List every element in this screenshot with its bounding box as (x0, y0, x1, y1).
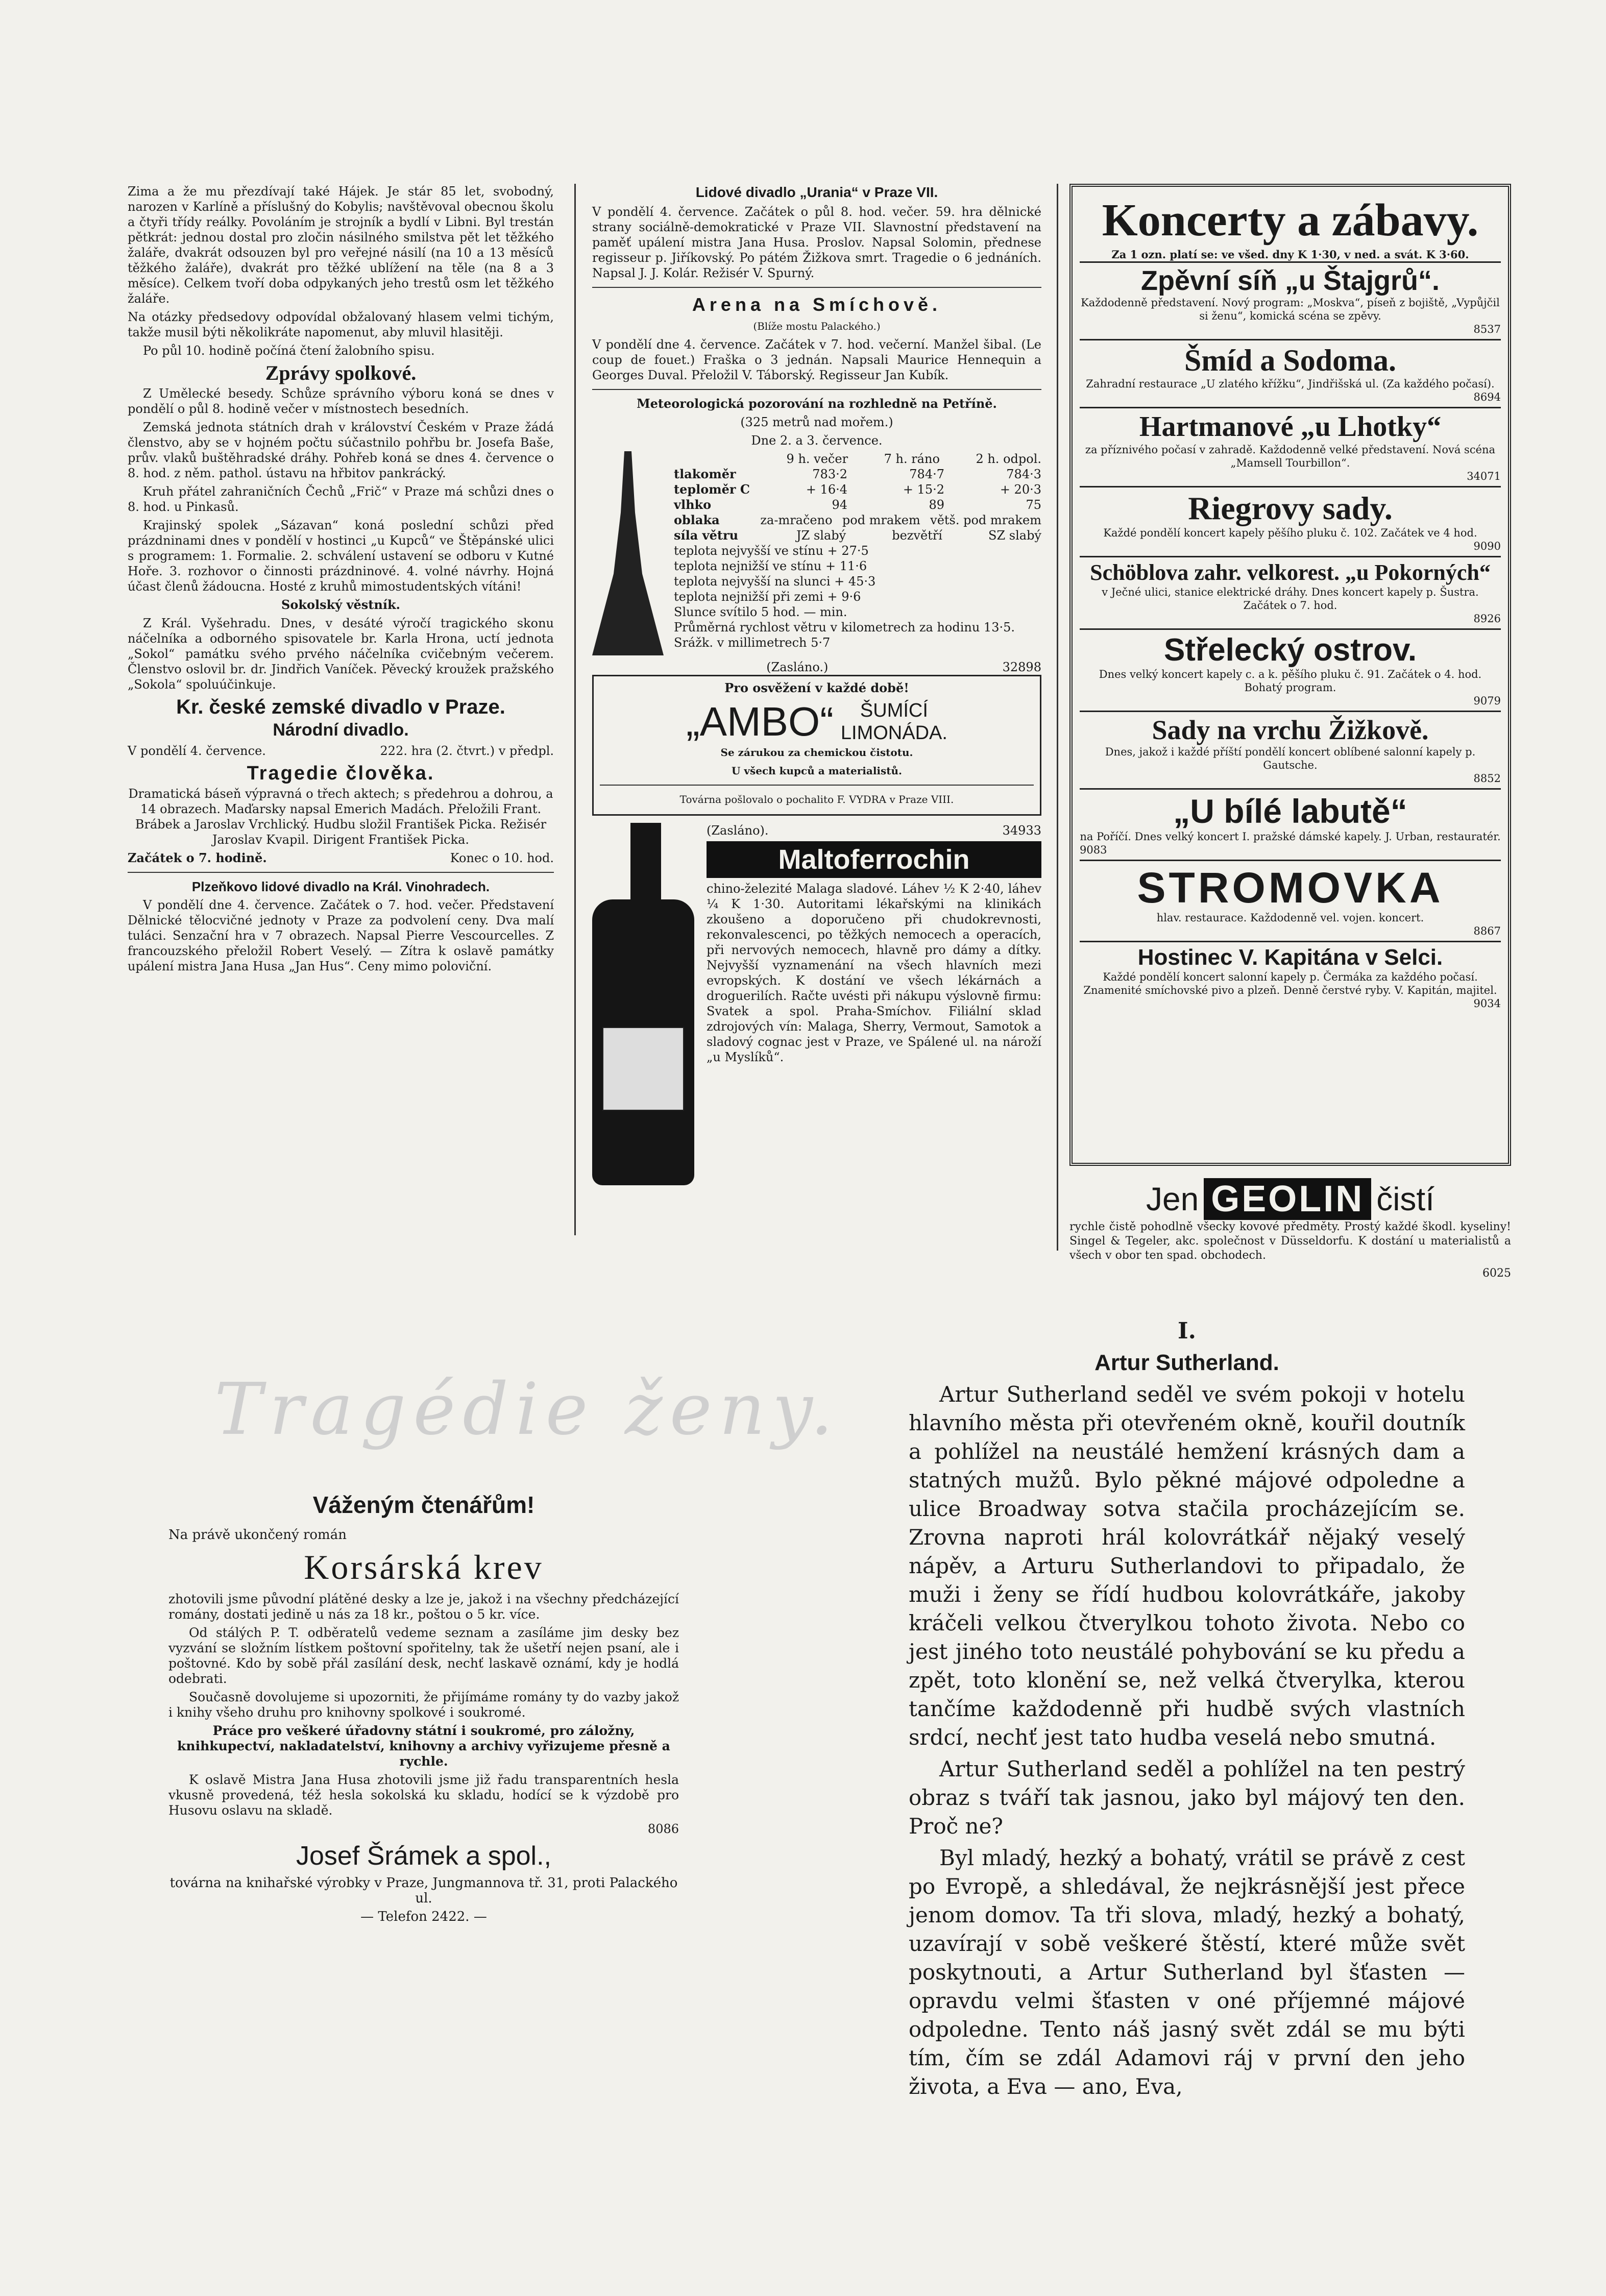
zacatek: Začátek o 7. hodině. (128, 850, 267, 865)
koncerty-box (1069, 184, 1511, 1166)
koncert-item: „U bílé labutě“ na Poříčí. Dnes velký koncert I. pražské dámské kapely. J. Urban, restauratér. 9083 (1080, 788, 1501, 860)
koncert-item: Střelecký ostrov. Dnes velký koncert kapely c. a k. pěšího pluku č. 91. Začátek o 4. hod. Bohatý program. 9079 (1080, 628, 1501, 711)
meteo-extra: teplota nejvyšší ve stínu + 27·5 (674, 544, 869, 558)
divider (128, 872, 554, 873)
meteo-extra: teplota nejnižší ve stínu + 11·6 (674, 559, 867, 573)
story-paragraph: Byl mladý, hezký a bohatý, vrátil se právě z cest po Evropě, a shledával, že nejkrásnější jest přece jenom domov. Ta tři slova, mladý, hezký a bohatý, uzavírají v sobě veškeré štěstí, které může svět poskytnouti, a Artur Sutherland byl šťasten — opravdu velmi šťasten v oné příjemné májové odpoledne. Tento náš jasný svět zdál se mu býti tím, čím se zdál Adamovi ráj v první den jeho života, a Eva — ano, Eva, (909, 1845, 1465, 2099)
geolin-name: GEOLIN (1204, 1178, 1371, 1220)
meteo-col: 7 h. ráno (884, 452, 940, 466)
article-top-2: Na otázky předsedovy odpovídal obžalovaný hlasem velmi tichým, takže musil býti několikráte napomenut, aby mluvil hlasitěji. (128, 310, 554, 339)
sramek-ad (168, 1491, 679, 2144)
ad-text: Od stálých P. T. odběratelů vedeme seznam a zasíláme jim desky bez vyzvání se složním lístkem poštovní spořitelny, tak že ušetří nejen psaní, ale i poštovné. Kdo by sobě přál zasílání desk, nechť laskavě oznámí, kdy je hodlá odebrati. (168, 1625, 679, 1686)
meteo-extra: teplota nejvyšší na slunci + 45·3 (674, 574, 876, 589)
geolin-ad (1069, 1178, 1511, 1281)
arena-text: V pondělí dne 4. července. Začátek v 7. hod. večerní. Manžel šibal. (Le coup de fouet.) Fraška o 3 jednán. Napsali Maurice Hennequin a Georges Duval. Přeložil V. Táborský. Regisseur Jan Kubík. (592, 337, 1041, 382)
vazenym-title: Váženým čtenářům! (312, 1492, 535, 1518)
meteo-sub: (325 metrů nad mořem.) (740, 415, 893, 429)
narodni-title: Národní divadlo. (273, 720, 409, 740)
tragedie-text: Dramatická báseň výpravná o třech aktech; s předehrou a dohrou, a 14 obrazech. Maďarsky napsal Emerich Madách. Přeložili Frant. Brábek a Jaroslav Vrchlický. Hudbu složil František Picka. Režisér Jaroslav Kvapil. Dirigent František Picka. (128, 787, 553, 847)
zaslano-num: 32898 (1002, 660, 1041, 674)
meteo-extra: Průměrná rychlost větru v kilometrech za hodinu 13·5. (674, 620, 1015, 634)
arena-title: Arena na Smíchově. (692, 294, 942, 315)
column-left (128, 184, 554, 1143)
divider (592, 287, 1041, 288)
malto-text: chino-železité Malaga sladové. Láhev ½ K 2·40, láhev ¼ K 1·30. Autoritami lékařskými na klinikách zkoušeno a doporučeno při chudokrevnosti, rekonvalescenci, po těžkých nemocech a operacích, při nervových nemocech, hlavně pro dámy a dítky. Nejvyšší vyznamenání na všech hlavních mezi evropských. K dostání ve všech lékárnách a droguerilích. Račte uvésti při nákupu výslovně firmu: Svatek a spol. Praha-Smíchov. Filiální sklad zdrojových vín: Malaga, Sherry, Vermout, Samotok a sladový cognac jest v Praze, ve Spálené ul. na nároží „u Myslíků“. (707, 882, 1041, 1064)
divadlo-hra: 222. hra (2. čtvrt.) v předpl. (380, 744, 554, 758)
ambo-line: U všech kupců a materialistů. (731, 765, 903, 777)
divadlo-date-row (128, 743, 554, 759)
article-top: Zima a že mu přezdívají také Hájek. Je stár 85 let, svobodný, narozen v Karlíně a příslušný do Kobylis; navštěvoval obecnou školu a čtyři třídy reálky. Povoláním je strojník a bydlí v Libni. Byl trestán pětkrát: jednou dostal pro zločin násilného smilstva pět let těžkého žaláře, dvakrát odsouzen byl pro veřejné násilí (na 10 a 13 měsíců těžkého žaláře), dvakrát pro těžké ublížení na těle (na 8 a 3 měsíce). Celkem tvoří doba odpykaných jeho trestů osm let těžkého žaláře. (128, 184, 554, 306)
zaslano-row (707, 823, 1041, 838)
ambo-ad (592, 675, 1041, 816)
roman-title: Korsárská krev (304, 1548, 544, 1586)
divadlo-title: Kr. české zemské divadlo v Praze. (176, 696, 505, 718)
ambo-logo (600, 699, 1034, 745)
meteo-table (674, 451, 1041, 655)
ghost-title-bleedthrough: Tragédie ženy. (214, 1368, 840, 1451)
column-rule (574, 184, 576, 1235)
meteo-block (592, 451, 1041, 655)
zpravy-item: Krajinský spolek „Sázavan“ koná poslední schůzi před prázdninami dnes v pondělí v hostinci „u Kupců“ ve Štěpánské ulici s programem: 1. Formalie. 2. schválení ustavení se odboru v Kutné Hoře. 3. rozhovor o činnosti prázdninové. 4. volné návrhy. Hojná účast členů žádoucna. Hosté z kruhů mimostudentských vítáni! (128, 518, 554, 594)
meteo-header (674, 451, 1041, 467)
firm-address: továrna na knihařské výrobky v Praze, Jungmannova tř. 31, proti Palackého ul. (169, 1875, 678, 1906)
column-right (1069, 184, 1511, 1280)
meteo-row: oblaka za-mračeno pod mrakem větš. pod mrakem (674, 512, 1041, 527)
eiffel-tower-image (592, 451, 669, 655)
koncert-item: Zpěvní síň „u Štajgrů“. Každodenně představení. Nový program: „Moskva“, píseň z bojiště, „Vypůjčil si ženu“, komická scéna se zpěvy. 8537 (1080, 261, 1501, 339)
story-paragraph: Artur Sutherland seděl ve svém pokoji v hotelu hlavního města při otevřeném okně, kouřil doutník a pohlížel na neustálé hemžení krásných dam a statných mužů. Bylo pěkné májové odpoledne a ulice Broadway sotva stačila procházejícím se. Zrovna naproti hrál kolovrátkář nějaký veselý nápěv, a Arturu Sutherlandovi to připadalo, že muži i ženy se řídí hudbou kolovrátkáře, jakoby kráčeli velkou čtverylkou tohoto života. Nebo co jest jiného toto neustálé pohybování se ku předu a zpět, toto klonění se, než velká čtverylka, kterou tančíme každodenně při hudbě svých vlastních srdcí, nechť jest tato hudba veselá nebo smutná. (909, 1382, 1465, 1750)
geolin-num: 6025 (1482, 1267, 1511, 1280)
zpravy-item: Zemská jednota státních drah v království Českém v Praze žádá členstvo, aby se v hojném počtu súčastnilo pohřbu br. Josefa Baše, prův. vlaků buštěhradské dráhy. Pohřeb koná se dnes 4. července o 8. hod. z něm. pathol. ústavu na hřbitov pankrácký. (128, 420, 554, 480)
koncert-item: Šmíd a Sodoma. Zahradní restaurace „U zlatého křížku“, Jindřišská ul. (Za každého počasí). 8694 (1080, 339, 1501, 407)
plzenske-title: Plzeňkovo lidové divadlo na Král. Vinohradech. (191, 879, 490, 894)
meteo-row: teploměr C + 16·4 + 15·2 + 20·3 (674, 482, 1041, 497)
meteo-col: 9 h. večer (786, 452, 848, 466)
column-rule (1057, 184, 1058, 1251)
sokol-text: Z Král. Vyšehradu. Dnes, v desáté výročí tragického skonu náčelníka a odborného spisovatele br. Karla Hrona, uctí jednota „Sokol“ památku svého prvého náčelníka cvičebným večerem. Členstvo oslovil br. dr. Jindřich Vaníček. Pěvecký kroužek pražského „Sokola“ spoluúčinkuje. (128, 616, 554, 692)
koncert-item: Schöblova zahr. velkorest. „u Pokorných“ v Ječné ulici, stanice elektrické dráhy. Dnes koncert kapely p. Šustra. Začátek o 7. hod. 8926 (1080, 556, 1501, 628)
article-top-3: Po půl 10. hodině počíná čtení žalobního spisu. (143, 344, 435, 358)
meteo-title: Meteorologická pozorování na rozhledně na Petříně. (637, 396, 997, 411)
koncert-item: Hostinec V. Kapitána v Selci. Každé pondělí koncert salonní kapely p. Čermáka za každého počasí. Znamenité smíchovské pivo a plzeň. Denně čerstvé ryby. V. Kapitán, majitel. 9034 (1080, 941, 1501, 1013)
urania-title: Lidové divadlo „Urania“ v Praze VII. (695, 184, 938, 200)
geolin-text: rychle čistě pohodlně všecky kovové předměty. Prostý každé škodl. kyseliny! Singel & Tegeler, akc. společnost v Düsseldorfu. K dostání u materialistů a všech v obor ten spad. obchodech. (1069, 1220, 1511, 1262)
zaslano-label: (Zasláno.) (766, 660, 829, 674)
koncerty-subtitle: Za 1 ozn. platí se: ve všed. dny K 1·30, v ned. a svát. K 3·60. (1111, 248, 1469, 261)
zaslano-label: (Zasláno). (707, 823, 769, 838)
meteo-row: vlhko 94 89 75 (674, 497, 1041, 512)
bottle-image (592, 823, 699, 1185)
koncerty-title: Koncerty a zábavy. (1102, 195, 1479, 246)
plzenske-text: V pondělí dne 4. července. Začátek o 7. hod. večer. Představení Dělnické tělocvičné jednoty v Praze za podvolení ceny. Dva malí tuláci. Senzační hra v 7 obrazech. Napsal Pierre Vescourcelles. Z francouzského přeložil Robert Veselý. — Zítra k oslavě památky upálení mistra Jana Husa „Jan Hus“. Ceny mimo poloviční. (128, 898, 554, 973)
firm-name: Josef Šrámek a spol., (296, 1841, 551, 1871)
sokol-title: Sokolský věstník. (281, 597, 400, 612)
meteo-col: 2 h. odpol. (976, 452, 1041, 466)
meteo-extra: Srážk. v millimetrech 5·7 (674, 636, 831, 650)
koncert-item: STROMOVKA hlav. restaurace. Každodenně vel. vojen. koncert. 8867 (1080, 860, 1501, 941)
konec: Konec o 10. hod. (450, 851, 554, 865)
arena-sub: (Blíže mostu Palackého.) (753, 320, 881, 332)
ad-text: Práce pro veškeré úřadovny státní i soukromé, pro záložny, knihkupectví, nakladatelství, knihovny a archivy vyřizujeme přesně a rychle. (177, 1723, 670, 1769)
zpravy-item: Z Umělecké besedy. Schůze správního výboru koná se dnes v pondělí o půl 8. hodině večer v místnostech besedních. (128, 386, 554, 416)
firm-telephone: — Telefon 2422. — (360, 1909, 487, 1924)
zpravy-title: Zprávy spolkové. (265, 361, 417, 384)
meteo-extra: teplota nejnižší při zemi + 9·6 (674, 590, 861, 604)
tragedie-title: Tragedie člověka. (247, 763, 435, 784)
ad-text: zhotovili jsme původní plátěné desky a lze je, jakož i na všechny předcházející romány, dostati jedině u nás za 18 kr., poštou o 5 kr. více. (168, 1592, 679, 1622)
meteo-row: síla větru JZ slabý bezvětří SZ slabý (674, 528, 1041, 543)
malto-content (707, 823, 1041, 1185)
divider (600, 785, 1034, 786)
story-paragraph: Artur Sutherland seděl a pohlížel na ten pestrý obraz s tváří tak jasnou, jako byl májový ten den. Proč ne? (909, 1756, 1465, 1839)
ambo-top: Pro osvěžení v každé době! (724, 680, 909, 695)
chapter-number: I. (1178, 1318, 1196, 1344)
koncert-item: Sady na vrchu Žižkově. Dnes, jakož i každé příští pondělí koncert oblíbené salonní kapely p. Gautsche. 8852 (1080, 711, 1501, 788)
meteo-extra: Slunce svítilo 5 hod. — min. (674, 605, 847, 619)
urania-text: V pondělí 4. července. Začátek o půl 8. hod. večer. 59. hra dělnické strany sociálně-demokratické v Praze VII. Slavnostní představení na paměť upálení mistra Jana Husa. Proslov. Napsal Solomin, přednese regisseur p. Jiříkovský. Po pátém Žižkova smrt. Tragedie o 6 jednáních. Napsal J. J. Kolár. Režisér V. Spurný. (592, 205, 1041, 280)
koncert-item: Riegrovy sady. Každé pondělí koncert kapely pěšího pluku č. 102. Začátek ve 4 hod. 9090 (1080, 486, 1501, 556)
koncert-item: Hartmanové „u Lhotky“ za příznivého počasí v zahradě. Každodenně velké představení. Nová scéna „Mamsell Tourbillon“. 34071 (1080, 407, 1501, 486)
divadlo-times (128, 850, 554, 866)
column-middle (592, 184, 1041, 1230)
ad-num: 8086 (647, 1822, 679, 1836)
ambo-name: „AMBO“ (686, 699, 834, 744)
ambo-line: Se zárukou za chemickou čistotu. (720, 746, 913, 759)
divadlo-date: V pondělí 4. července. (128, 744, 266, 758)
meteo-row: tlakoměr 783·2 784·7 784·3 (674, 467, 1041, 481)
intro: Na právě ukončený román (168, 1527, 347, 1543)
ad-text: K oslavě Mistra Jana Husa zhotovili jsme již řadu transparentních hesla vkusně provedená, též hesla sokolská ku skladu, hodící se k výzdobě pro Husovu oslavu na skladě. (168, 1772, 679, 1818)
divider (592, 389, 1041, 390)
ambo-sub: ŠUMÍCÍ LIMONÁDA. (840, 700, 947, 744)
geolin-logo: Jen GEOLIN čistí (1146, 1179, 1434, 1219)
zpravy-item: Kruh přátel zahraničních Čechů „Frič“ v Praze má schůzi dnes o 8. hod. u Pinkasů. (128, 484, 554, 514)
zaslano-row (592, 660, 1041, 675)
serial-story (909, 1317, 1465, 2134)
malto-name: Maltoferrochin (707, 841, 1041, 878)
zaslano-num: 34933 (1002, 823, 1041, 838)
chapter-title: Artur Sutherland. (1094, 1350, 1279, 1375)
maltoferrochin-ad (592, 823, 1041, 1185)
ambo-bottom: Továrna pošlovalo o pochalito F. VYDRA v Praze VIII. (679, 793, 954, 805)
ad-text: Současně dovolujeme si upozorniti, že přijímáme romány ty do vazby jakož i knihy všeho druhu pro knihovny spolkové i soukromé. (168, 1690, 679, 1720)
meteo-date: Dne 2. a 3. července. (751, 433, 883, 448)
